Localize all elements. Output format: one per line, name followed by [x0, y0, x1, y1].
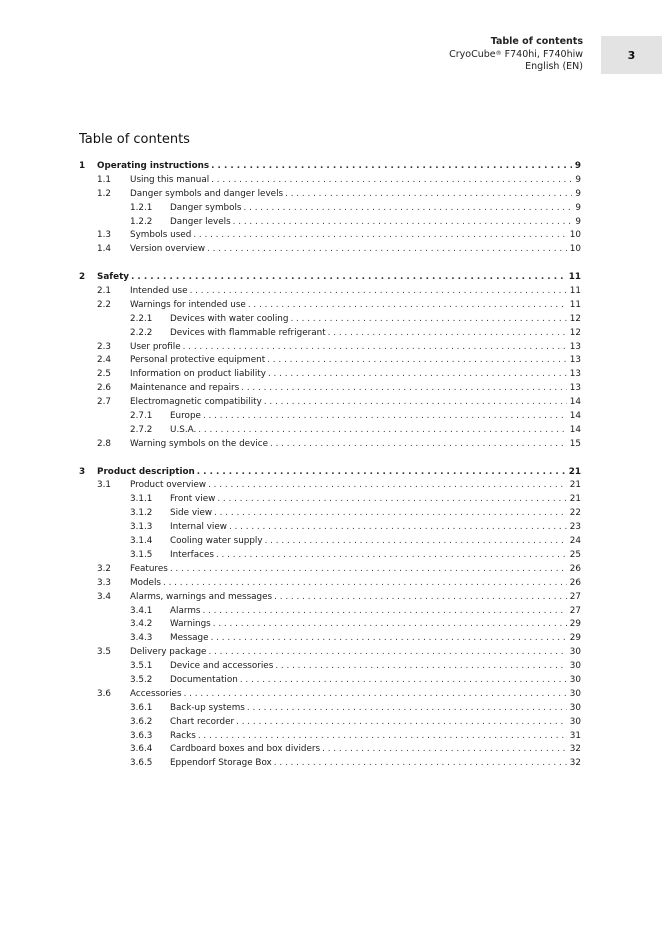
toc-entry-page: 9: [575, 188, 581, 199]
toc-entry-page: 9: [575, 174, 581, 185]
toc-entry-page: 22: [569, 508, 581, 519]
dot-leader: [240, 674, 567, 688]
toc-entry[interactable]: [79, 327, 581, 341]
header-title: Table of contents: [490, 36, 583, 47]
toc-entry[interactable]: [79, 382, 581, 396]
toc-entry-number: 2.7.2: [130, 424, 153, 435]
toc-entry-title: Accessories: [130, 688, 182, 699]
dot-leader: [184, 688, 567, 702]
toc-entry-page: 30: [569, 647, 581, 658]
dot-leader: [328, 327, 567, 341]
toc-entry-title: User profile: [130, 341, 181, 352]
toc-entry[interactable]: [79, 202, 581, 216]
toc-entry-line: [170, 702, 581, 716]
toc-entry-number: 2.7.1: [130, 411, 153, 422]
toc-entry-line: [130, 243, 581, 257]
toc-entry[interactable]: [79, 521, 581, 535]
toc-entry-line: [130, 229, 581, 243]
toc-entry-title: Alarms, warnings and messages: [130, 591, 273, 602]
header-product-name: CryoCube: [449, 48, 496, 60]
dot-leader: [211, 174, 572, 188]
toc-entry-number: 1.2: [97, 188, 111, 199]
toc-entry-line: [170, 493, 581, 507]
toc-entry-number: 3.1.2: [130, 508, 153, 519]
toc-entry-page: 29: [569, 633, 581, 644]
toc-entry[interactable]: [79, 299, 581, 313]
toc-entry-number: 3.6.5: [130, 758, 153, 769]
dot-leader: [203, 410, 567, 424]
toc-entry-line: [130, 382, 581, 396]
toc-entry-number: 3.4.3: [130, 633, 153, 644]
toc-entry-title: Alarms: [170, 605, 201, 616]
toc-entry[interactable]: [79, 313, 581, 327]
toc-entry-page: 30: [569, 674, 581, 685]
toc-entry-title: Features: [130, 563, 168, 574]
toc-entry[interactable]: [79, 396, 581, 410]
toc-entry-page: 11: [569, 286, 581, 297]
toc-entry[interactable]: [79, 243, 581, 257]
dot-leader: [208, 479, 567, 493]
toc-entry-number: 2.2.1: [130, 313, 153, 324]
toc-entry-page: 10: [569, 230, 581, 241]
toc-entry[interactable]: [79, 285, 581, 299]
toc-entry-line: [130, 438, 581, 452]
toc-entry[interactable]: [79, 216, 581, 230]
toc-entry[interactable]: [79, 341, 581, 355]
toc-entry-title: Danger symbols and danger levels: [130, 188, 284, 199]
dot-leader: [217, 493, 566, 507]
toc-entry-number: 2.3: [97, 341, 111, 352]
toc-entry[interactable]: [79, 271, 581, 285]
toc-entry-page: 21: [568, 466, 581, 477]
toc-entry-page: 29: [569, 619, 581, 630]
dot-leader: [247, 702, 567, 716]
toc-entry-number: 3.6.2: [130, 716, 153, 727]
toc-entry-title: Devices with water cooling: [170, 313, 289, 324]
toc-entry[interactable]: [79, 688, 581, 702]
table-of-contents: [79, 160, 581, 771]
dot-leader: [211, 160, 572, 174]
toc-entry-page: 13: [569, 383, 581, 394]
toc-entry-title: Version overview: [130, 244, 206, 255]
toc-entry-line: [170, 605, 581, 619]
dot-leader: [322, 743, 567, 757]
toc-entry[interactable]: [79, 674, 581, 688]
dot-leader: [190, 285, 567, 299]
toc-entry-number: 2.4: [97, 355, 111, 366]
dot-leader: [236, 716, 567, 730]
dot-leader: [233, 216, 573, 230]
dot-leader: [241, 382, 567, 396]
toc-entry-line: [130, 646, 581, 660]
toc-entry-page: 13: [569, 355, 581, 366]
dot-leader: [214, 507, 567, 521]
toc-entry-page: 14: [569, 397, 581, 408]
toc-entry-page: 9: [575, 216, 581, 227]
header-product-models: F740hi, F740hiw: [501, 48, 583, 60]
toc-entry-title: Internal view: [170, 522, 227, 533]
toc-entry-number: 2.6: [97, 383, 111, 394]
toc-entry[interactable]: [79, 549, 581, 563]
toc-entry-line: [170, 535, 581, 549]
dot-leader: [270, 438, 567, 452]
toc-entry-line: [130, 354, 581, 368]
dot-leader: [211, 632, 567, 646]
dot-leader: [207, 243, 567, 257]
page-number-tab: [601, 36, 662, 74]
dot-leader: [198, 424, 567, 438]
toc-entry-title: Europe: [170, 411, 201, 422]
toc-entry-number: 3.6.1: [130, 702, 153, 713]
toc-entry-number: 1.1: [97, 174, 111, 185]
toc-entry-page: 30: [569, 688, 581, 699]
toc-entry-page: 25: [569, 549, 581, 560]
toc-entry-title: Device and accessories: [170, 661, 274, 672]
toc-entry[interactable]: [79, 424, 581, 438]
toc-entry-title: Symbols used: [130, 230, 192, 241]
toc-entry-page: 30: [569, 716, 581, 727]
toc-entry-line: [170, 730, 581, 744]
toc-entry-line: [130, 577, 581, 591]
toc-entry-line: [170, 660, 581, 674]
toc-entry-title: Front view: [170, 494, 216, 505]
toc-entry[interactable]: [79, 646, 581, 660]
toc-entry-page: 13: [569, 341, 581, 352]
toc-entry-title: Chart recorder: [170, 716, 235, 727]
toc-entry-page: 15: [569, 438, 581, 449]
toc-entry[interactable]: [79, 535, 581, 549]
toc-entry-page: 14: [569, 424, 581, 435]
toc-entry-line: [97, 271, 581, 285]
toc-entry-page: 26: [569, 563, 581, 574]
toc-entry-page: 23: [569, 522, 581, 533]
toc-entry[interactable]: [79, 188, 581, 202]
toc-entry-number: 3.5: [97, 647, 111, 658]
toc-entry-number: 3.1: [97, 480, 111, 491]
dot-leader: [208, 646, 566, 660]
page-number: 3: [627, 48, 636, 62]
dot-leader: [265, 535, 567, 549]
toc-entry-title: Warnings for intended use: [130, 299, 246, 310]
toc-entry-title: Information on product liability: [130, 369, 266, 380]
toc-entry-number: 3.6.4: [130, 744, 153, 755]
dot-leader: [274, 757, 567, 771]
running-header: [449, 36, 583, 74]
toc-entry-line: [97, 160, 581, 174]
toc-entry[interactable]: [79, 354, 581, 368]
toc-entry-page: 21: [569, 494, 581, 505]
toc-entry-page: 9: [574, 161, 581, 171]
header-language: English (EN): [525, 61, 583, 72]
toc-entry-number: 2.7: [97, 397, 111, 408]
toc-entry-page: 21: [569, 480, 581, 491]
toc-entry-title: Product overview: [130, 480, 207, 491]
toc-entry-title: Maintenance and repairs: [130, 383, 240, 394]
toc-entry-page: 26: [569, 577, 581, 588]
dot-leader: [275, 660, 566, 674]
toc-entry-number: 3.1.4: [130, 536, 153, 547]
dot-leader: [244, 202, 573, 216]
dot-leader: [267, 354, 567, 368]
toc-entry-page: 14: [569, 411, 581, 422]
toc-entry-number: 3.4: [97, 591, 111, 602]
toc-entry-number: 3.4.1: [130, 605, 153, 616]
toc-entry-page: 32: [569, 758, 581, 769]
toc-entry-line: [170, 757, 581, 771]
toc-entry[interactable]: [79, 632, 581, 646]
toc-entry-number: 3.4.2: [130, 619, 153, 630]
toc-entry-number: 3.1.5: [130, 549, 153, 560]
toc-entry-title: Side view: [170, 508, 213, 519]
toc-entry-title: Back-up systems: [170, 702, 245, 713]
toc-entry-line: [130, 299, 581, 313]
toc-entry-number: 3: [79, 466, 86, 477]
toc-entry[interactable]: [79, 702, 581, 716]
toc-entry-line: [170, 674, 581, 688]
toc-entry-title: Message: [170, 633, 209, 644]
toc-entry-page: 24: [569, 536, 581, 547]
toc-entry[interactable]: [79, 479, 581, 493]
toc-entry[interactable]: [79, 605, 581, 619]
dot-leader: [248, 299, 567, 313]
toc-entry[interactable]: [79, 410, 581, 424]
toc-entry-number: 3.2: [97, 563, 111, 574]
toc-entry-line: [97, 466, 581, 480]
dot-leader: [274, 591, 567, 605]
registered-mark: ®: [495, 49, 502, 57]
toc-entry[interactable]: [79, 563, 581, 577]
toc-entry-line: [170, 632, 581, 646]
toc-entry-page: 11: [568, 272, 581, 283]
toc-entry[interactable]: [79, 730, 581, 744]
toc-entry-page: 32: [569, 744, 581, 755]
toc-entry[interactable]: [79, 743, 581, 757]
dot-leader: [229, 521, 567, 535]
dot-leader: [170, 563, 567, 577]
toc-entry-number: 1: [79, 161, 86, 171]
toc-entry-title: Eppendorf Storage Box: [170, 758, 272, 769]
toc-entry-number: 1.3: [97, 230, 111, 241]
toc-entry[interactable]: [79, 174, 581, 188]
toc-entry-number: 2.8: [97, 438, 111, 449]
toc-entry-line: [130, 188, 581, 202]
toc-entry-page: 13: [569, 369, 581, 380]
dot-leader: [290, 313, 566, 327]
toc-entry-line: [170, 313, 581, 327]
toc-entry-number: 1.2.1: [130, 202, 153, 213]
toc-entry-title: Documentation: [170, 674, 238, 685]
toc-entry-title: Cooling water supply: [170, 536, 263, 547]
toc-entry-page: 31: [569, 730, 581, 741]
toc-entry-title: Intended use: [130, 286, 188, 297]
dot-leader: [197, 466, 566, 480]
toc-entry-number: 3.5.1: [130, 661, 153, 672]
toc-entry-line: [170, 424, 581, 438]
page-title: Table of contents: [79, 132, 190, 147]
toc-entry-page: 30: [569, 661, 581, 672]
toc-entry-page: 12: [569, 313, 581, 324]
toc-entry-page: 9: [575, 202, 581, 213]
toc-entry-title: Racks: [170, 730, 196, 741]
toc-entry-line: [170, 549, 581, 563]
toc-entry-page: 12: [569, 327, 581, 338]
dot-leader: [183, 341, 567, 355]
toc-entry-title: Using this manual: [130, 174, 210, 185]
dot-leader: [202, 605, 566, 619]
toc-entry-line: [130, 479, 581, 493]
toc-entry-number: 3.6: [97, 688, 111, 699]
toc-entry-line: [170, 743, 581, 757]
toc-entry-number: 2: [79, 272, 86, 283]
toc-entry-line: [130, 396, 581, 410]
toc-entry[interactable]: [79, 493, 581, 507]
toc-entry-title: U.S.A.: [170, 424, 197, 435]
toc-entry[interactable]: [79, 160, 581, 174]
toc-entry-page: 10: [569, 244, 581, 255]
toc-entry-page: 30: [569, 702, 581, 713]
toc-entry-line: [170, 202, 581, 216]
toc-entry-title: Delivery package: [130, 647, 207, 658]
toc-entry-title: Cardboard boxes and box dividers: [170, 744, 321, 755]
toc-entry-title: Personal protective equipment: [130, 355, 266, 366]
toc-entry-title: Operating instructions: [97, 161, 210, 171]
toc-entry-title: Electromagnetic compatibility: [130, 397, 262, 408]
dot-leader: [163, 577, 567, 591]
toc-entry-page: 27: [569, 605, 581, 616]
toc-entry-line: [130, 688, 581, 702]
toc-entry-line: [170, 216, 581, 230]
toc-entry-number: 2.2.2: [130, 327, 153, 338]
toc-entry[interactable]: [79, 368, 581, 382]
toc-entry-number: 2.5: [97, 369, 111, 380]
toc-entry-number: 2.2: [97, 299, 111, 310]
toc-entry-title: Warning symbols on the device: [130, 438, 268, 449]
toc-entry-page: 11: [569, 299, 581, 310]
toc-entry[interactable]: [79, 507, 581, 521]
toc-entry[interactable]: [79, 591, 581, 605]
toc-entry-line: [130, 563, 581, 577]
toc-entry-page: 27: [569, 591, 581, 602]
dot-leader: [198, 730, 567, 744]
toc-entry[interactable]: [79, 577, 581, 591]
toc-entry-title: Safety: [97, 272, 130, 283]
toc-entry-line: [130, 341, 581, 355]
toc-entry-line: [130, 591, 581, 605]
toc-entry-line: [170, 521, 581, 535]
toc-entry-title: Devices with flammable refrigerant: [170, 327, 326, 338]
toc-entry-title: Models: [130, 577, 161, 588]
toc-entry[interactable]: [79, 660, 581, 674]
dot-leader: [264, 396, 567, 410]
dot-leader: [285, 188, 572, 202]
toc-entry-line: [130, 285, 581, 299]
toc-entry[interactable]: [79, 716, 581, 730]
toc-entry-number: 1.4: [97, 244, 111, 255]
toc-entry-title: Product description: [97, 466, 195, 477]
toc-entry-line: [130, 174, 581, 188]
header-product: [449, 49, 583, 62]
toc-entry[interactable]: [79, 438, 581, 452]
dot-leader: [213, 618, 567, 632]
toc-entry[interactable]: [79, 229, 581, 243]
toc-entry[interactable]: [79, 466, 581, 480]
toc-entry-number: 3.1.3: [130, 522, 153, 533]
toc-entry[interactable]: [79, 618, 581, 632]
toc-entry-number: 3.5.2: [130, 674, 153, 685]
toc-entry[interactable]: [79, 757, 581, 771]
toc-entry-title: Warnings: [170, 619, 211, 630]
dot-leader: [216, 549, 567, 563]
toc-entry-line: [170, 507, 581, 521]
dot-leader: [268, 368, 567, 382]
toc-entry-line: [170, 410, 581, 424]
toc-entry-title: Danger symbols: [170, 202, 242, 213]
dot-leader: [131, 271, 566, 285]
toc-entry-number: 3.1.1: [130, 494, 153, 505]
toc-entry-number: 3.6.3: [130, 730, 153, 741]
toc-entry-title: Danger levels: [170, 216, 231, 227]
toc-entry-number: 2.1: [97, 286, 111, 297]
toc-entry-number: 3.3: [97, 577, 111, 588]
dot-leader: [193, 229, 566, 243]
toc-entry-line: [130, 368, 581, 382]
toc-entry-number: 1.2.2: [130, 216, 153, 227]
toc-entry-line: [170, 716, 581, 730]
toc-entry-title: Interfaces: [170, 549, 214, 560]
toc-entry-line: [170, 327, 581, 341]
toc-entry-line: [170, 618, 581, 632]
